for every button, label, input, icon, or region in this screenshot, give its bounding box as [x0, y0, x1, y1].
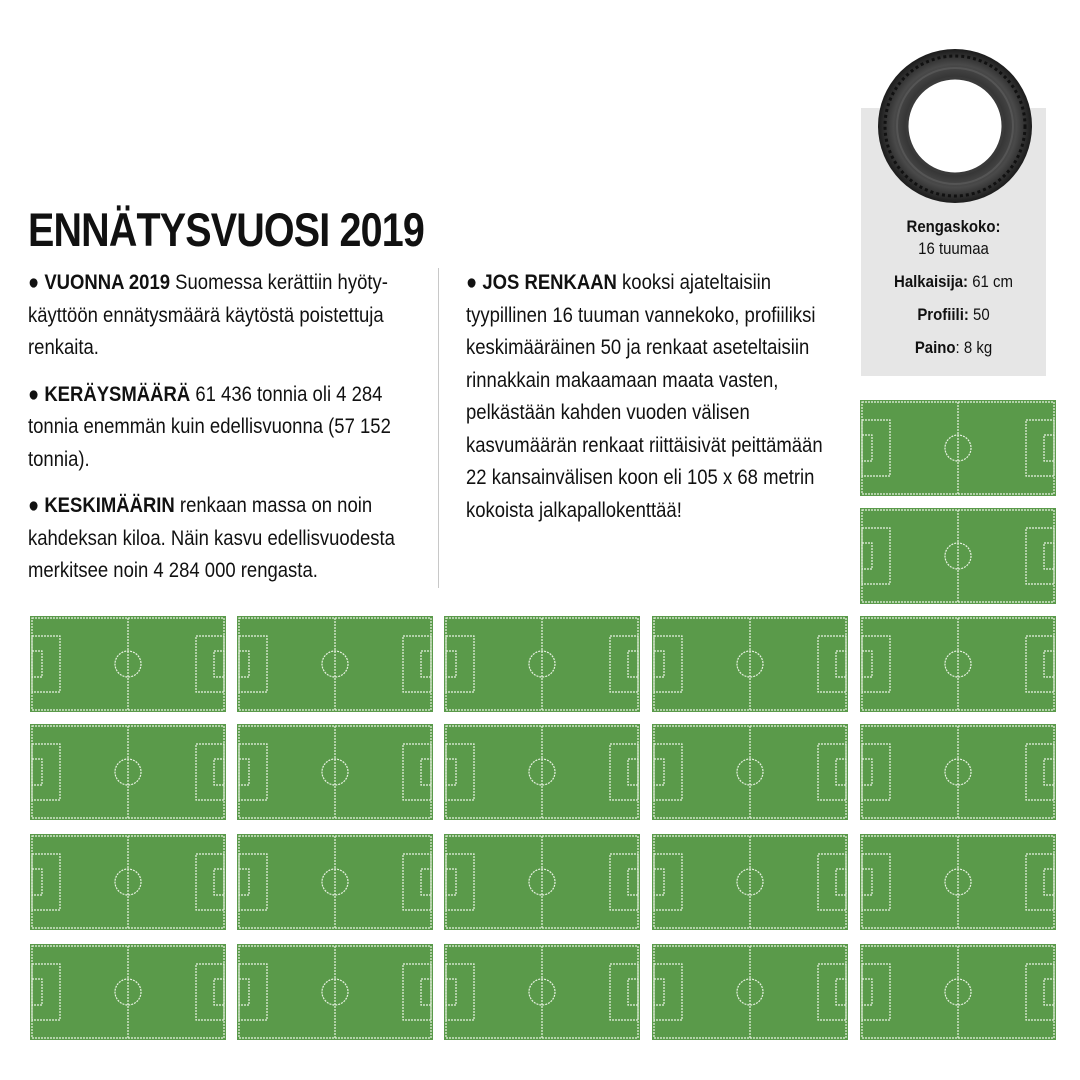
bullet: ● [28, 493, 40, 517]
football-field [237, 616, 433, 712]
lead-text: VUONNA 2019 [44, 270, 171, 294]
football-field [237, 834, 433, 930]
football-field [30, 724, 226, 820]
column-divider [438, 268, 439, 588]
spec-size: Rengaskoko: 16 tuumaa [906, 217, 1001, 258]
football-field [860, 944, 1056, 1040]
lead-text: JOS RENKAAN [482, 270, 617, 294]
football-field [652, 616, 848, 712]
football-field [860, 400, 1056, 496]
football-field [860, 616, 1056, 712]
football-field [444, 944, 640, 1040]
football-field [652, 834, 848, 930]
bullet: ● [466, 270, 478, 294]
football-field [652, 724, 848, 820]
bullet: ● [28, 270, 40, 294]
football-field [652, 944, 848, 1040]
football-field [860, 724, 1056, 820]
headline: ENNÄTYSVUOSI 2019 [28, 203, 425, 256]
football-field [444, 834, 640, 930]
football-field [860, 834, 1056, 930]
football-field [444, 724, 640, 820]
right-column [466, 266, 836, 540]
lead-text: KERÄYSMÄÄRÄ [44, 381, 191, 406]
tyre-spec-list [861, 216, 1046, 370]
football-field [30, 944, 226, 1040]
spec-diameter: Halkaisija: 61 cm [894, 272, 1013, 291]
lead-text: KESKIMÄÄRIN [44, 493, 175, 517]
spec-profile: Profiili: 50 [917, 305, 990, 324]
paragraph-keskimaarin: ● KESKIMÄÄRIN renkaan massa on noin kahdeksan kiloa. Näin kasvu edellisvuodesta merkitsee noin 4 284 000 rengasta. [28, 493, 395, 582]
left-column [28, 266, 438, 601]
football-field [30, 834, 226, 930]
paragraph-jos-renkaan: ● JOS RENKAAN kooksi ajateltaisiin tyypillinen 16 tuuman vannekoko, profiiliksi keskimääräinen 50 ja renkaat aseteltaisiin rinnakkain makaamaan maata vasten, pelkästään kahden vuoden välisen kasvumäärän renkaat riittäisivät peittämään 22 kansainvälisen koon eli 105 x 68 metrin kokoista jalkapallokenttää! [466, 270, 823, 522]
football-field [30, 616, 226, 712]
spec-weight: Paino: 8 kg [914, 338, 993, 357]
football-field [237, 724, 433, 820]
bullet: ● [28, 381, 40, 406]
football-field [237, 944, 433, 1040]
paragraph-vuonna: ● VUONNA 2019 Suomessa kerättiin hyötykäyttöön ennätysmäärä käytöstä poistettuja renkaita. [28, 270, 388, 359]
football-field [444, 616, 640, 712]
paragraph-keraysmaara: ● KERÄYSMÄÄRÄ 61 436 tonnia oli 4 284 tonnia enemmän kuin edellisvuonna (57 152 tonnia). [28, 381, 391, 471]
football-field [860, 508, 1056, 604]
tyre-icon [877, 48, 1033, 204]
